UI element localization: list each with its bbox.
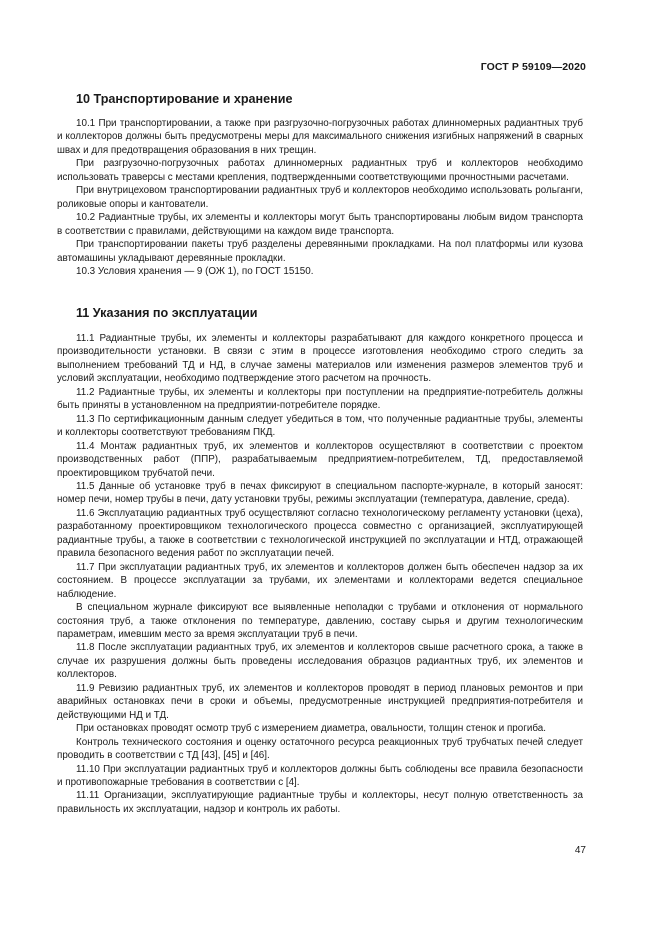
paragraph: 11.4 Монтаж радиантных труб, их элементов и коллекторов осуществляют в соответствии с проектом производственных работ (ППР), разрабатываемым предприятием-потребителем, ТД, предоставляемой проектировщиком трубчатой печи. <box>57 440 583 479</box>
paragraph: 11.5 Данные об установке труб в печах фиксируют в специальном паспорте-журнале, в который заносят: номер печи, номер трубы в печи, дату установки трубы, режимы эксплуатации (температура, давление, среда). <box>57 480 583 506</box>
paragraph: 10.1 При транспортировании, а также при разгрузочно-погрузочных работах длинномерных радиантных труб и коллекторов должны быть предусмотрены меры для максимального снижения изгибных напряжений в сварных швах и для предотвращения образования в них трещин. <box>57 118 583 156</box>
paragraph: 11.3 По сертификационным данным следует убедиться в том, что полученные радиантные трубы, элементы и коллекторы соответствуют требованиям ПКД. <box>57 413 583 439</box>
section-transport-storage <box>57 92 583 278</box>
page-number: 47 <box>574 845 586 856</box>
paragraph: 10.2 Радиантные трубы, их элементы и коллекторы могут быть транспортированы любым видом транспорта в соответствии с правилами, действующими на каждом виде транспорта. <box>57 212 583 237</box>
section-title: 11 Указания по эксплуатации <box>76 306 258 320</box>
paragraph: При разгрузочно-погрузочных работах длинномерных радиантных труб и коллекторов необходимо использовать траверсы с местами крепления, подтвержденными соответствующими прочностными расчетами. <box>57 158 583 183</box>
paragraph: 11.7 При эксплуатации радиантных труб, их элементов и коллекторов должен быть обеспечен надзор за их состоянием. В процессе эксплуатации за трубами, их элементами и коллекторами ведется специальное наблюдение. <box>57 561 583 600</box>
paragraph: 11.10 При эксплуатации радиантных труб и коллекторов должны быть соблюдены все правила безопасности и противопожарные требования в соответствии с [4]. <box>57 763 583 788</box>
paragraph: При остановках проводят осмотр труб с измерением диаметра, овальности, толщин стенок и прогиба. <box>76 723 546 735</box>
paragraph: 11.2 Радиантные трубы, их элементы и коллекторы при поступлении на предприятие-потребитель должны быть приняты в установленном на предприятии-потребителе порядке. <box>57 386 583 412</box>
paragraph: В специальном журнале фиксируют все выявленные неполадки с трубами и отклонения от нормального состояния труб, а также отклонения по температуре, давлению, составу сырья и другим технологическим параметрам, имевшим место за время эксплуатации труб в печи. <box>57 602 583 640</box>
document-header-id: ГОСТ Р 59109—2020 <box>480 61 586 73</box>
paragraph: 11.11 Организации, эксплуатирующие радиантные трубы и коллекторы, несут полную ответственность за правильность их эксплуатации, надзор и контроль их работы. <box>57 790 583 815</box>
section-operation-instructions <box>57 306 583 816</box>
section-title: 10 Транспортирование и хранение <box>76 92 293 106</box>
paragraph: При внутрицеховом транспортировании радиантных труб и коллекторов необходимо использовать рольганги, роликовые опоры и кантователи. <box>57 185 583 210</box>
paragraph: 10.3 Условия хранения — 9 (ОЖ 1), по ГОСТ 15150. <box>76 265 314 277</box>
paragraph: При транспортировании пакеты труб разделены деревянными прокладками. На пол платформы или кузова автомашины укладывают деревянные прокладки. <box>57 239 583 264</box>
paragraph: 11.6 Эксплуатацию радиантных труб осуществляют согласно технологическому регламенту установки (цеха), разработанному проектировщиком технологического процесса совместно с организацией, эксплуатирующей радиантные трубы, а также в соответствии с технологической инструкцией по эксплуатации и НТД, отражающей правила безопасного ведения работ по эксплуатации печей. <box>57 507 583 560</box>
paragraph: 11.9 Ревизию радиантных труб, их элементов и коллекторов проводят в период плановых ремонтов и при аварийных остановках печи в сроки и объемы, предусмотренные инструкцией предприятия-потребителя и действующими НД и ТД. <box>57 682 583 721</box>
paragraph: 11.8 После эксплуатации радиантных труб, их элементов и коллекторов свыше расчетного срока, а также в случае их разрушения должны быть проведены исследования образцов радиантных труб, их элементов и коллекторов. <box>57 642 583 681</box>
paragraph: Контроль технического состояния и оценку остаточного ресурса реакционных труб трубчатых печей следует проводить в соответствии с ТД [43], [45] и [46]. <box>57 736 583 762</box>
paragraph: 11.1 Радиантные трубы, их элементы и коллекторы разрабатывают для каждого конкретного процесса и производительности установки. В связи с этим в процессе изготовления необходимо строго следить за выполнением требований ТД и НД, в случае замены материалов или изменения размеров элементов труб и условий эксплуатации, необходимо подтверждение этого расчетом на прочность. <box>57 333 583 385</box>
